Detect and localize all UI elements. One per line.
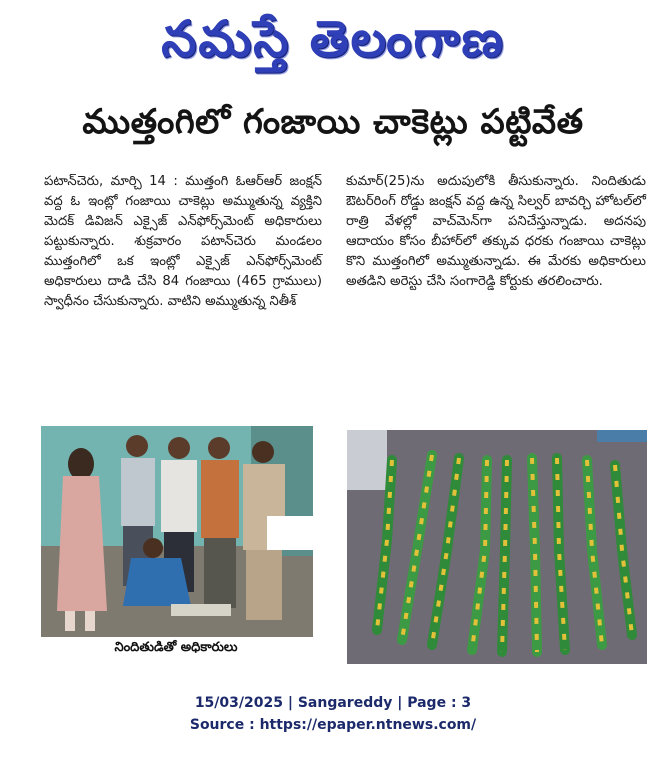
- seized-packets-illustration: [347, 430, 647, 664]
- seized-packets-photo: [347, 430, 647, 664]
- newspaper-logo: నమస్తే తెలంగాణ: [161, 10, 505, 68]
- article-column-left: [44, 172, 322, 312]
- article-body-left: పటాన్‌చెరు, మార్చి 14 : ముత్తంగి ఓఆర్‌ఆర్ జంక్షన్ వద్ద ఓ ఇంట్లో గంజాయి చాకెట్లు అమ్ముతున్న వ్యక్తిని మెదక్ డివిజన్ ఎక్సైజ్ ఎన్‌ఫోర్స్‌మెంట్ అధికారులు పట్టుకున్నారు. శుక్రవారం పటాన్‌చెరు మండలం ముత్తంగిలో ఒక ఇంట్లో ఎక్సైజ్ ఎన్‌ఫోర్స్‌మెంట్ అధికారులు దాడి చేసి 84 గంజాయి (465 గ్రాములు) స్వాధీనం చేసుకున్నారు. వాటిని అమ్ముతున్న నితీశ్: [44, 174, 322, 309]
- masthead: [0, 2, 666, 76]
- footer-source-link[interactable]: Source : https://epaper.ntnews.com/: [189, 717, 477, 733]
- officials-photo-illustration: [41, 426, 313, 637]
- article-body-right: కుమార్(25)ను అదుపులోకి తీసుకున్నారు. నిందితుడు ఔటర్‌రింగ్ రోడ్డు జంక్షన్ వద్ద ఉన్న సిల్వర్ బావర్చి హోటల్‌లో రాత్రి వేళల్లో వాచ్‌మెన్‌గా పనిచేస్తున్నాడు. అదనపు ఆదాయం కోసం బీహార్‌లో తక్కువ ధరకు గంజాయి చాకెట్లు కొని ముత్తంగిలో అమ్ముతున్నాడు. ఈ మేరకు అధికారులు అతడిని అరెస్టు చేసి సంగారెడ్డి కోర్టుకు తరలించారు.: [346, 174, 646, 289]
- article-column-right: [346, 172, 646, 292]
- officials-photo: [41, 426, 313, 637]
- footer-edition-info: 15/03/2025 | Sangareddy | Page : 3: [194, 695, 472, 711]
- article-headline: ముత్తంగిలో గంజాయి చాకెట్లు పట్టివేత: [82, 102, 584, 142]
- photo-caption: నిందితుడితో అధికారులు: [114, 640, 238, 655]
